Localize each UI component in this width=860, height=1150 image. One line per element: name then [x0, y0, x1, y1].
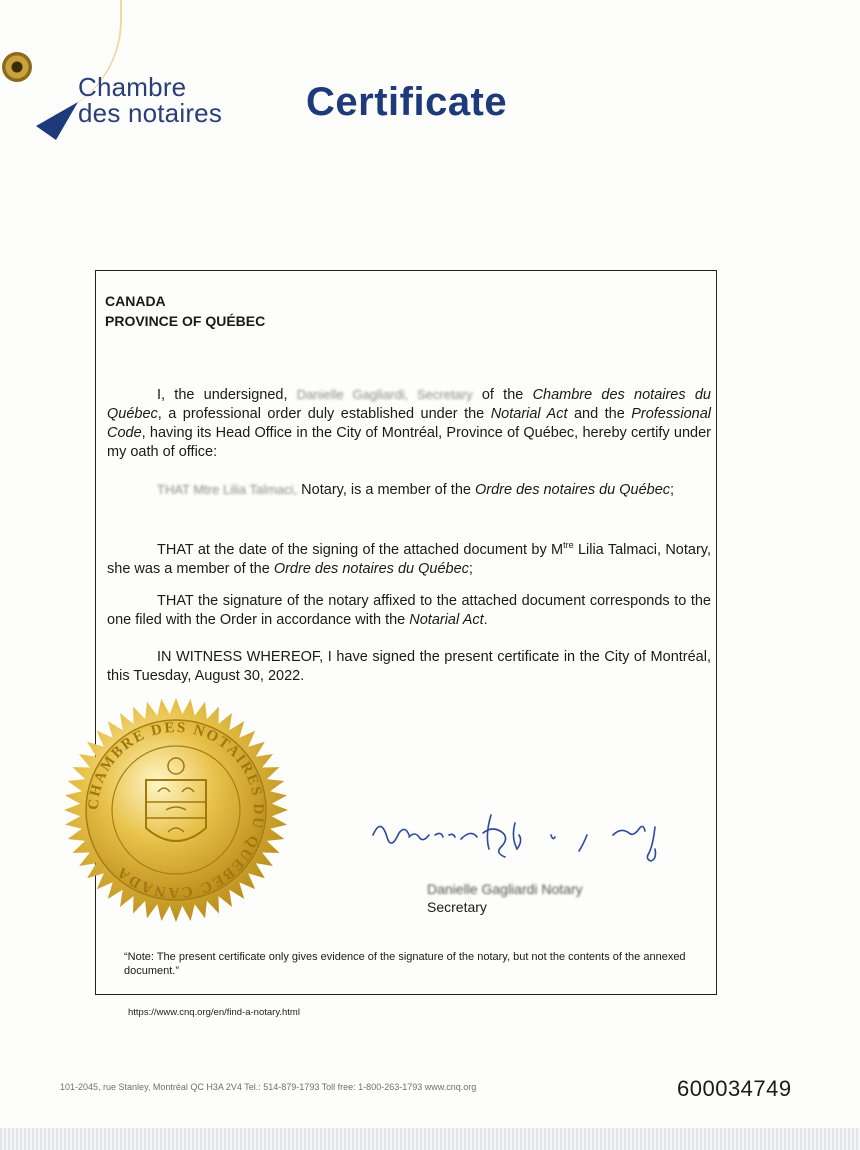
signatory-block: [427, 880, 583, 916]
gold-seal-icon: [62, 696, 290, 924]
signatory-role: Secretary: [427, 899, 487, 915]
certificate-note: “Note: The present certificate only gives evidence of the signature of the notary, but not the contents of the annexed document.”: [124, 951, 686, 977]
logo-triangle-icon: [34, 96, 82, 142]
redacted-name: Danielle Gagliardi, Secretary: [296, 387, 473, 402]
handwritten-signature: [365, 805, 685, 875]
scan-edge-strip: [0, 1128, 860, 1150]
redacted-notary: THAT Mtre Lilia Talmaci,: [157, 482, 298, 497]
footer-address: 101-2045, rue Stanley, Montréal QC H3A 2V4 Tel.: 514-879-1793 Toll free: 1-800-263-1793 www.cnq.org: [60, 1082, 477, 1092]
paragraph-signature-match: THAT the signature of the notary affixed to the attached document corresponds to the one filed with the Order in accordance with the Notarial Act.: [107, 593, 711, 628]
signatory-name-redacted: Danielle Gagliardi Notary: [427, 881, 583, 897]
logo-line-2: des notaires: [78, 98, 223, 128]
jurisdiction-country: CANADA: [105, 293, 166, 309]
organization-logo-text: [78, 74, 222, 126]
jurisdiction-heading: [105, 291, 265, 331]
find-a-notary-link[interactable]: https://www.cnq.org/en/find-a-notary.html: [128, 1007, 300, 1018]
binding-grommet: [2, 52, 32, 82]
paragraph-witness: IN WITNESS WHEREOF, I have signed the present certificate in the City of Montréal, this Tuesday, August 30, 2022.: [107, 649, 711, 684]
jurisdiction-province: PROVINCE OF QUÉBEC: [105, 313, 266, 329]
certificate-number: 600034749: [677, 1076, 792, 1101]
svg-text:CHAMBRE DES NOTAIRES DU QUÉBEC: CHAMBRE DES NOTAIRES DU QUÉBEC CANADA: [85, 719, 267, 901]
paragraph-undersigned: I, the undersigned, Danielle Gagliardi, Secretary of the Chambre des notaires du Québec, a professional order duly established under the Notarial Act and the Professional Code, having its Head Office in the City of Montréal, Province of Québec, hereby certify under my oath of office:: [107, 387, 711, 460]
paragraph-date-of-signing: THAT at the date of the signing of the attached document by $M^{tre}$ Lilia Talmaci, Notary, she was a member of the Ordre des notaires du Québec;: [107, 540, 711, 577]
logo-line-1: Chambre: [78, 72, 187, 102]
page-title: Certificate: [306, 80, 508, 124]
paragraph-member: THAT Mtre Lilia Talmaci, Notary, is a member of the Ordre des notaires du Québec;: [157, 482, 675, 498]
